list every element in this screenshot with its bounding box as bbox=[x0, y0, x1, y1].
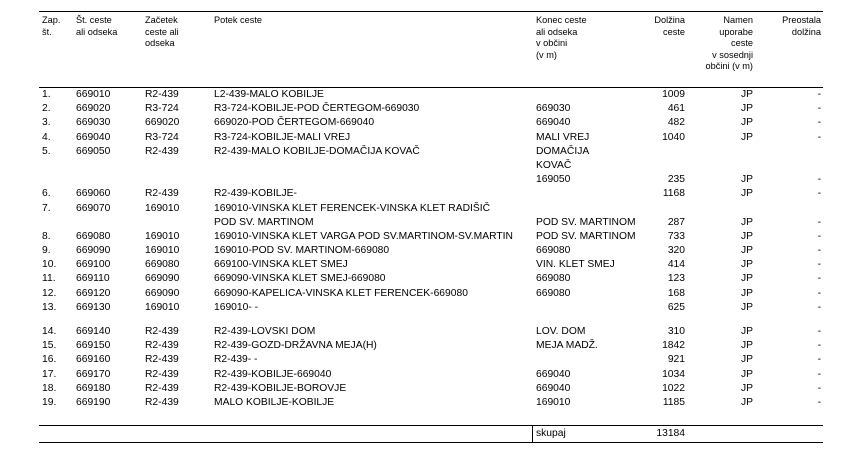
row-number: 1. bbox=[42, 89, 51, 100]
road-use: JP bbox=[740, 117, 753, 129]
road-rest: - bbox=[817, 174, 821, 186]
road-id: 669120 bbox=[76, 287, 111, 299]
road-end: KOVAČ bbox=[536, 159, 572, 171]
road-use: JP bbox=[740, 382, 753, 394]
road-route: 169010-VINSKA KLET VARGA POD SV.MARTINOM-SV.MARTIN bbox=[214, 230, 513, 242]
table-row bbox=[39, 301, 823, 315]
road-start: R2-439 bbox=[145, 368, 179, 380]
road-use: JP bbox=[740, 326, 753, 337]
road-start: R2-439 bbox=[145, 354, 179, 366]
road-use: JP bbox=[740, 354, 753, 366]
road-length: 1168 bbox=[662, 188, 685, 200]
table-row bbox=[39, 131, 823, 145]
road-rest: - bbox=[817, 301, 821, 313]
road-length: 310 bbox=[667, 326, 685, 337]
road-id: 669030 bbox=[76, 117, 111, 129]
road-start: R2-439 bbox=[145, 326, 179, 337]
row-number: 9. bbox=[42, 245, 51, 257]
road-end: POD SV. MARTINOM bbox=[536, 216, 636, 228]
road-route: R2-439-LOVSKI DOM bbox=[214, 326, 316, 337]
table-header bbox=[39, 11, 823, 91]
road-id: 669130 bbox=[76, 301, 111, 313]
road-id: 669180 bbox=[76, 382, 111, 394]
road-start: R2-439 bbox=[145, 382, 179, 394]
road-id: 669060 bbox=[76, 188, 111, 200]
road-start: 169010 bbox=[145, 230, 180, 242]
row-number: 16. bbox=[42, 354, 57, 366]
road-length: 733 bbox=[667, 230, 685, 242]
road-length: 235 bbox=[667, 174, 685, 186]
row-number: 8. bbox=[42, 230, 51, 242]
road-length: 123 bbox=[667, 273, 685, 285]
road-rest: - bbox=[817, 103, 821, 115]
road-end: MEJA MADŽ. bbox=[536, 340, 598, 352]
table-row bbox=[39, 230, 823, 244]
road-rest: - bbox=[817, 259, 821, 271]
road-route: R3-724-KOBILJE-POD ČERTEGOM-669030 bbox=[214, 103, 420, 115]
road-start: R2-439 bbox=[145, 89, 179, 100]
road-id: 669050 bbox=[76, 145, 111, 157]
road-rest: - bbox=[817, 230, 821, 242]
road-id: 669040 bbox=[76, 131, 111, 143]
road-end: 669040 bbox=[536, 117, 571, 129]
road-route: R2-439-KOBILJE-669040 bbox=[214, 368, 332, 380]
road-end: 669040 bbox=[536, 368, 571, 380]
road-rest: - bbox=[817, 273, 821, 285]
road-end: VIN. KLET SMEJ bbox=[536, 259, 615, 271]
table-row bbox=[39, 187, 823, 201]
table-footer bbox=[39, 426, 823, 442]
table-row bbox=[39, 396, 823, 410]
road-length: 921 bbox=[667, 354, 685, 366]
road-route: L2-439-MALO KOBILJE bbox=[214, 89, 324, 100]
header-end: Konec ceste ali odseka v občini (v m) bbox=[536, 15, 587, 60]
road-length: 482 bbox=[667, 117, 685, 129]
road-route: 669090-VINSKA KLET SMEJ-669080 bbox=[214, 273, 386, 285]
road-use: JP bbox=[740, 287, 753, 299]
row-number: 12. bbox=[42, 287, 57, 299]
road-use: JP bbox=[740, 230, 753, 242]
table-row bbox=[39, 88, 823, 102]
road-route: R2-439-KOBILJE-BOROVJE bbox=[214, 382, 347, 394]
road-route: R2-439-MALO KOBILJE-DOMAČIJA KOVAČ bbox=[214, 145, 420, 157]
road-use: JP bbox=[740, 131, 753, 143]
bottom-rule bbox=[39, 442, 823, 443]
road-end: 669080 bbox=[536, 273, 571, 285]
road-route: POD SV. MARTINOM bbox=[214, 216, 314, 228]
header-route: Potek ceste bbox=[214, 15, 263, 25]
table-row bbox=[39, 145, 823, 159]
road-route: 669100-VINSKA KLET SMEJ bbox=[214, 259, 348, 271]
road-use: JP bbox=[740, 259, 753, 271]
road-start: 669090 bbox=[145, 287, 180, 299]
road-use: JP bbox=[740, 188, 753, 200]
row-number: 19. bbox=[42, 396, 57, 408]
road-end: MALI VREJ bbox=[536, 131, 590, 143]
road-rest: - bbox=[817, 368, 821, 380]
row-number: 18. bbox=[42, 382, 57, 394]
road-rest: - bbox=[817, 117, 821, 129]
road-length: 1034 bbox=[662, 368, 685, 380]
row-spacer bbox=[39, 315, 823, 325]
header-no: Zap. št. bbox=[42, 15, 61, 37]
road-length: 320 bbox=[667, 245, 685, 257]
road-route: 669090-KAPELICA-VINSKA KLET FERENCEK-669080 bbox=[214, 287, 468, 299]
row-number: 15. bbox=[42, 340, 57, 352]
road-start: 669090 bbox=[145, 273, 180, 285]
table-row bbox=[39, 368, 823, 382]
road-id: 669090 bbox=[76, 245, 111, 257]
road-route: MALO KOBILJE-KOBILJE bbox=[214, 396, 335, 408]
road-rest: - bbox=[817, 287, 821, 299]
road-length: 625 bbox=[667, 301, 685, 313]
row-number: 17. bbox=[42, 368, 57, 380]
road-length: 1022 bbox=[662, 382, 685, 394]
header-start: Začetek ceste ali odseka bbox=[145, 15, 179, 48]
road-id: 669020 bbox=[76, 103, 111, 115]
row-number: 11. bbox=[42, 273, 56, 285]
table-row bbox=[39, 202, 823, 216]
road-use: JP bbox=[740, 301, 753, 313]
road-start: 669080 bbox=[145, 259, 180, 271]
row-number: 7. bbox=[42, 202, 51, 214]
road-length: 1040 bbox=[662, 131, 685, 143]
road-route: 169010- - bbox=[214, 301, 259, 313]
road-use: JP bbox=[740, 216, 753, 228]
road-end: LOV. DOM bbox=[536, 326, 586, 337]
road-start: 169010 bbox=[145, 301, 180, 313]
road-route: 169010-POD SV. MARTINOM-669080 bbox=[214, 245, 390, 257]
row-number: 3. bbox=[42, 117, 51, 129]
road-length: 1009 bbox=[662, 89, 685, 100]
road-start: R2-439 bbox=[145, 145, 179, 157]
row-number: 10. bbox=[42, 259, 57, 271]
header-length: Dolžina ceste bbox=[654, 15, 685, 37]
road-start: R2-439 bbox=[145, 340, 179, 352]
row-number: 4. bbox=[42, 131, 51, 143]
road-id: 669100 bbox=[76, 259, 111, 271]
row-number: 6. bbox=[42, 188, 51, 200]
table-row bbox=[39, 353, 823, 367]
road-start: R2-439 bbox=[145, 396, 179, 408]
road-use: JP bbox=[740, 174, 753, 186]
road-route: R2-439-KOBILJE- bbox=[214, 188, 297, 200]
road-id: 669070 bbox=[76, 202, 111, 214]
road-rest: - bbox=[817, 216, 821, 228]
row-number: 14. bbox=[42, 326, 57, 337]
road-rest: - bbox=[817, 340, 821, 352]
road-route: R2-439-GOZD-DRŽAVNA MEJA(H) bbox=[214, 340, 377, 352]
road-start: 169010 bbox=[145, 245, 180, 257]
road-length: 1842 bbox=[662, 340, 685, 352]
road-route: 169010-VINSKA KLET FERENCEK-VINSKA KLET RADIŠIČ bbox=[214, 202, 491, 214]
table-row bbox=[39, 244, 823, 258]
road-id: 669010 bbox=[76, 89, 111, 100]
road-route: 669020-POD ČERTEGOM-669040 bbox=[214, 117, 375, 129]
table-row bbox=[39, 159, 823, 173]
total-label: skupaj bbox=[536, 428, 566, 439]
road-rest: - bbox=[817, 131, 821, 143]
road-id: 669150 bbox=[76, 340, 111, 352]
road-id: 669170 bbox=[76, 368, 111, 380]
road-use: JP bbox=[740, 340, 753, 352]
table-row bbox=[39, 287, 823, 301]
table-body bbox=[39, 88, 823, 410]
road-start: R2-439 bbox=[145, 188, 179, 200]
total-value: 13184 bbox=[656, 428, 685, 439]
road-route: R2-439- - bbox=[214, 354, 258, 366]
road-start: R3-724 bbox=[145, 131, 179, 143]
road-length: 287 bbox=[667, 216, 685, 228]
road-end: 169050 bbox=[536, 174, 571, 186]
road-end: 169010 bbox=[536, 396, 571, 408]
road-id: 669110 bbox=[76, 273, 110, 285]
road-end: 669080 bbox=[536, 287, 571, 299]
header-use: Namen uporabe ceste v sosednji občini (v m) bbox=[705, 15, 753, 71]
road-length: 168 bbox=[667, 287, 685, 299]
road-use: JP bbox=[740, 368, 753, 380]
road-rest: - bbox=[817, 354, 821, 366]
road-id: 669160 bbox=[76, 354, 111, 366]
road-start: R3-724 bbox=[145, 103, 179, 115]
row-number: 13. bbox=[42, 301, 57, 313]
table-row bbox=[39, 216, 823, 230]
road-end: 669030 bbox=[536, 103, 571, 115]
road-rest: - bbox=[817, 382, 821, 394]
row-number: 5. bbox=[42, 145, 51, 157]
road-rest: - bbox=[817, 188, 821, 200]
road-length: 414 bbox=[667, 259, 685, 271]
table-row bbox=[39, 258, 823, 272]
header-rest: Preostala dolžina bbox=[782, 15, 821, 37]
road-length: 1185 bbox=[662, 396, 685, 408]
road-use: JP bbox=[740, 273, 753, 285]
road-start: 669020 bbox=[145, 117, 180, 129]
table-row bbox=[39, 325, 823, 339]
road-end: 669040 bbox=[536, 382, 571, 394]
road-end: POD SV. MARTINOM bbox=[536, 230, 636, 242]
road-end: 669080 bbox=[536, 245, 571, 257]
road-rest: - bbox=[817, 326, 821, 337]
road-rest: - bbox=[817, 245, 821, 257]
table-row bbox=[39, 116, 823, 130]
road-use: JP bbox=[740, 396, 753, 408]
road-use: JP bbox=[740, 245, 753, 257]
road-rest: - bbox=[817, 396, 821, 408]
road-length: 461 bbox=[667, 103, 685, 115]
road-route: R3-724-KOBILJE-MALI VREJ bbox=[214, 131, 351, 143]
table-row bbox=[39, 382, 823, 396]
table-row bbox=[39, 173, 823, 187]
row-number: 2. bbox=[42, 103, 51, 115]
table-row bbox=[39, 272, 823, 286]
header-id: Št. ceste ali odseka bbox=[76, 15, 118, 37]
road-start: 169010 bbox=[145, 202, 180, 214]
road-id: 669140 bbox=[76, 326, 111, 337]
road-use: JP bbox=[740, 89, 753, 100]
road-id: 669080 bbox=[76, 230, 111, 242]
table-row bbox=[39, 102, 823, 116]
road-use: JP bbox=[740, 103, 753, 115]
road-end: DOMAČIJA bbox=[536, 145, 590, 157]
table-row bbox=[39, 339, 823, 353]
road-id: 669190 bbox=[76, 396, 111, 408]
road-rest: - bbox=[817, 89, 821, 100]
